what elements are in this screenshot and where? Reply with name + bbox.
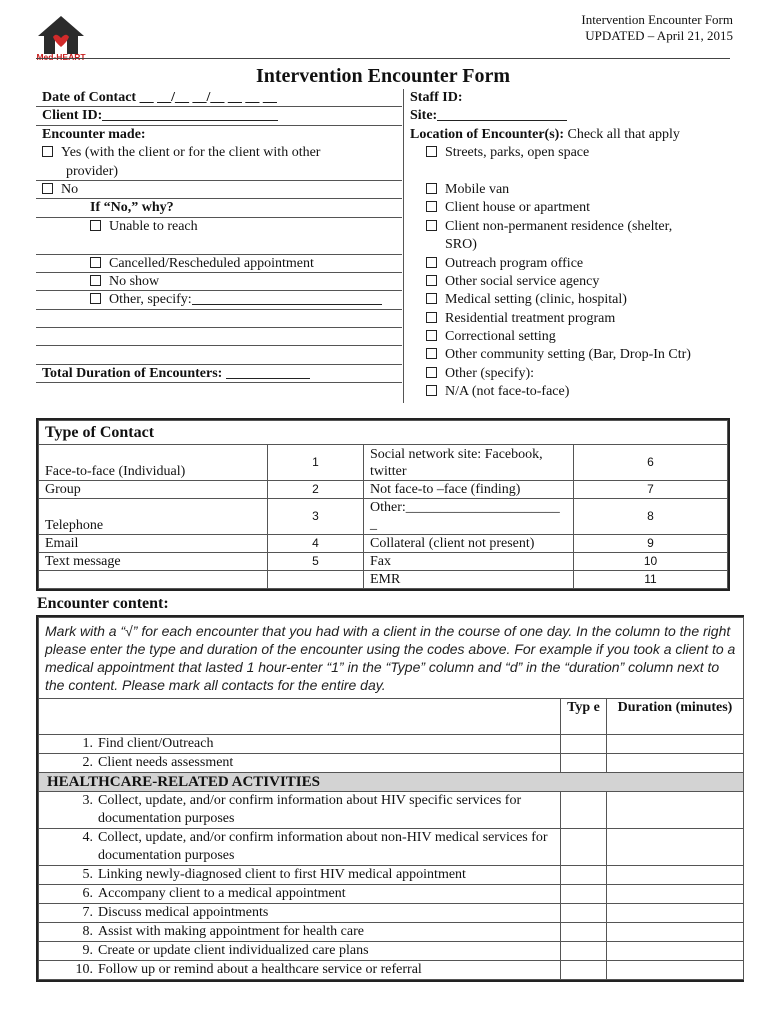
type-cell[interactable] (561, 885, 607, 904)
no-checkbox[interactable] (42, 183, 53, 194)
location-label-cont: SRO) (445, 237, 477, 253)
item-text: Create or update client individualized care plans (98, 943, 369, 958)
contact-type: Group (39, 481, 268, 499)
encounter-no-option[interactable] (36, 181, 402, 199)
table-row (39, 942, 744, 961)
right-column (403, 89, 730, 403)
header-right (581, 12, 733, 44)
table-row (39, 735, 744, 754)
location-label: N/A (not face-to-face) (445, 384, 570, 400)
section-healthcare-title: HEALTHCARE-RELATED ACTIVITIES (39, 773, 744, 792)
table-row (39, 961, 744, 980)
duration-cell[interactable] (607, 904, 744, 923)
item-text: Assist with making appointment for health care (98, 924, 364, 939)
table-row (39, 923, 744, 942)
type-cell[interactable] (561, 792, 607, 829)
header-form-name: Intervention Encounter Form (581, 12, 733, 27)
checkbox[interactable] (426, 257, 437, 268)
med-heart-logo (32, 14, 90, 64)
location-heading (404, 126, 730, 144)
location-label: Client house or apartment (445, 200, 591, 216)
activity-item (39, 961, 561, 980)
checkbox[interactable] (426, 330, 437, 341)
type-cell[interactable] (561, 923, 607, 942)
no-label: No (61, 181, 79, 197)
duration-cell[interactable] (607, 923, 744, 942)
location-label: Other social service agency (445, 273, 600, 289)
item-text: Find client/Outreach (98, 736, 214, 751)
type-cell[interactable] (561, 829, 607, 866)
duration-cell[interactable] (607, 961, 744, 980)
total-duration-label: Total Duration of Encounters: (42, 365, 223, 381)
reason-label: Unable to reach (109, 218, 198, 234)
item-number: 8. (82, 924, 93, 939)
duration-cell[interactable] (607, 885, 744, 904)
other-reason-blank[interactable] (192, 291, 382, 305)
checkbox[interactable] (426, 146, 437, 157)
site-label: Site: (410, 108, 438, 124)
location-option[interactable] (404, 383, 730, 401)
contact-code: 2 (268, 481, 364, 499)
contact-type: Fax (364, 553, 574, 571)
contact-type: Face-to-face (Individual) (39, 445, 268, 481)
item-number: 2. (82, 755, 93, 770)
item-text: Linking newly-diagnosed client to first HIV medical appointment (98, 867, 466, 882)
table-row (39, 754, 744, 773)
activity-item (39, 866, 561, 885)
type-cell[interactable] (561, 904, 607, 923)
encounter-content-table (36, 615, 744, 982)
spacer-row (36, 346, 402, 364)
item-number: 4. (82, 830, 93, 845)
table-row (39, 571, 728, 589)
item-number: 10. (75, 962, 93, 977)
location-option[interactable] (404, 346, 730, 364)
contact-code: 6 (574, 445, 728, 481)
checkbox[interactable] (426, 275, 437, 286)
location-option[interactable] (404, 144, 730, 162)
checkbox[interactable] (90, 220, 101, 231)
yes-label: Yes (with the client or for the client with other (61, 145, 321, 161)
if-no-why-label: If “No,” why? (36, 199, 402, 217)
activity-item (39, 754, 561, 773)
contact-type: Telephone (39, 499, 268, 535)
duration-cell[interactable] (607, 942, 744, 961)
encounter-info-section (36, 58, 730, 402)
contact-code: 4 (268, 535, 364, 553)
checkbox[interactable] (90, 293, 101, 304)
reason-label: Other, specify: (109, 292, 192, 308)
activity-item (39, 923, 561, 942)
contact-type: Text message (39, 553, 268, 571)
duration-cell[interactable] (607, 866, 744, 885)
contact-type: Social network site: Facebook, twitter (364, 445, 574, 481)
location-option[interactable] (404, 365, 730, 383)
spacer-row (404, 163, 730, 181)
contact-code: 11 (574, 571, 728, 589)
contact-type: Email (39, 535, 268, 553)
checkbox[interactable] (426, 220, 437, 231)
reason-label: Cancelled/Rescheduled appointment (109, 255, 314, 271)
item-text: Discuss medical appointments (98, 905, 269, 920)
table-row (39, 866, 744, 885)
location-option[interactable] (404, 310, 730, 328)
location-label: Correctional setting (445, 329, 556, 345)
activity-item (39, 904, 561, 923)
location-label: Outreach program office (445, 255, 584, 271)
location-option[interactable] (404, 218, 730, 236)
item-number: 3. (82, 793, 93, 808)
duration-cell[interactable] (607, 792, 744, 829)
checkbox[interactable] (90, 275, 101, 286)
spacer-row (36, 236, 402, 254)
table-row (39, 885, 744, 904)
activity-item (39, 885, 561, 904)
contact-type: Collateral (client not present) (364, 535, 574, 553)
activity-item (39, 735, 561, 754)
location-option[interactable] (404, 199, 730, 217)
type-column-header: Typ e (561, 699, 607, 735)
table-row (39, 553, 728, 571)
reason-unable-to-reach[interactable] (36, 218, 402, 236)
location-hint: Check all that apply (567, 126, 680, 142)
location-option[interactable] (404, 291, 730, 309)
contact-type: EMR (364, 571, 574, 589)
client-id-blank[interactable] (102, 107, 278, 121)
yes-checkbox[interactable] (42, 146, 53, 157)
duration-column-header: Duration (minutes) (607, 699, 744, 735)
client-id-field[interactable] (36, 107, 402, 125)
reason-other[interactable] (36, 291, 402, 309)
contact-type (39, 571, 268, 589)
checkbox[interactable] (426, 293, 437, 304)
item-number: 5. (82, 867, 93, 882)
spacer-row (36, 310, 402, 328)
type-cell[interactable] (561, 961, 607, 980)
total-duration-blank[interactable] (226, 365, 310, 379)
spacer-row (36, 328, 402, 346)
client-id-label: Client ID: (42, 108, 103, 124)
logo-text: Med-HEART (36, 52, 86, 62)
item-number: 7. (82, 905, 93, 920)
checkbox[interactable] (426, 348, 437, 359)
type-of-contact-table (36, 418, 730, 591)
location-label: Mobile van (445, 181, 510, 197)
contact-code: 9 (574, 535, 728, 553)
total-duration-field[interactable] (36, 365, 402, 383)
section-header-row (39, 773, 744, 792)
item-text: Follow up or remind about a healthcare service or referral (98, 962, 422, 977)
activity-item (39, 829, 561, 866)
table-row (39, 829, 744, 866)
table-row (39, 535, 728, 553)
item-number: 9. (82, 943, 93, 958)
location-label: Residential treatment program (445, 310, 616, 326)
item-text: Collect, update, and/or confirm information about HIV specific services for documentation purposes (98, 793, 522, 826)
checkbox[interactable] (426, 312, 437, 323)
contact-code: 10 (574, 553, 728, 571)
item-text: Collect, update, and/or confirm information about non-HIV medical services for documentation purposes (98, 830, 548, 863)
header-updated-date: UPDATED – April 21, 2015 (585, 28, 733, 43)
checkbox[interactable] (426, 201, 437, 212)
duration-cell[interactable] (607, 735, 744, 754)
date-of-contact-field[interactable]: Date of Contact __ __/__ __/__ __ __ __ (36, 89, 402, 107)
type-cell[interactable] (561, 942, 607, 961)
item-text: Client needs assessment (98, 755, 234, 770)
reason-label: No show (109, 273, 160, 289)
location-option[interactable] (404, 255, 730, 273)
checkbox[interactable] (426, 385, 437, 396)
location-label: Streets, parks, open space (445, 145, 590, 161)
type-cell[interactable] (561, 866, 607, 885)
type-cell[interactable] (561, 735, 607, 754)
table-row (39, 792, 744, 829)
contact-type: Other:______________________ _ (364, 499, 574, 535)
location-option[interactable] (404, 273, 730, 291)
table-row (39, 481, 728, 499)
location-label: Client non-permanent residence (shelter, (445, 218, 673, 234)
item-number: 6. (82, 886, 93, 901)
site-blank[interactable] (437, 107, 567, 121)
location-label: Location of Encounter(s): (410, 126, 564, 142)
contact-code: 5 (268, 553, 364, 571)
table-row (39, 904, 744, 923)
checkbox[interactable] (426, 367, 437, 378)
header-blank (39, 699, 561, 735)
type-of-contact-title: Type of Contact (39, 421, 728, 445)
table-row (39, 445, 728, 481)
location-label: Other community setting (Bar, Drop-In Ctr) (445, 347, 691, 363)
instructions: Mark with a “√” for each encounter that you had with a client in the course of one day. In the column to the right please enter the type and duration of the encounter using the codes above. For example if you took a client to a medical appointment that lasted 1 hour-enter “1” in the “Type” column and “d” in the “duration” column next to the content. Please mark all contacts for the entire day. (39, 618, 744, 699)
table-row (39, 499, 728, 535)
checkbox[interactable] (426, 183, 437, 194)
contact-code: 1 (268, 445, 364, 481)
location-option[interactable] (404, 328, 730, 346)
activity-item (39, 942, 561, 961)
staff-id-field[interactable]: Staff ID: (410, 90, 463, 105)
left-column (36, 89, 402, 383)
checkbox[interactable] (90, 257, 101, 268)
site-field[interactable] (404, 107, 730, 125)
encounter-made-label: Encounter made: (42, 126, 146, 142)
type-cell[interactable] (561, 754, 607, 773)
duration-cell[interactable] (607, 829, 744, 866)
table-header-row (39, 699, 744, 735)
location-option[interactable] (404, 181, 730, 199)
location-label: Other (specify): (445, 365, 535, 381)
duration-cell[interactable] (607, 754, 744, 773)
encounter-content-title: Encounter content: (37, 595, 169, 612)
reason-no-show[interactable] (36, 273, 402, 291)
contact-code (268, 571, 364, 589)
form-title: Intervention Encounter Form (255, 65, 511, 87)
activity-item (39, 792, 561, 829)
item-number: 1. (82, 736, 93, 751)
contact-code: 7 (574, 481, 728, 499)
location-label: Medical setting (clinic, hospital) (445, 292, 627, 308)
contact-code: 3 (268, 499, 364, 535)
contact-code: 8 (574, 499, 728, 535)
yes-label-cont: provider) (36, 163, 402, 181)
item-text: Accompany client to a medical appointment (98, 886, 346, 901)
reason-cancelled[interactable] (36, 255, 402, 273)
contact-type: Not face-to –face (finding) (364, 481, 574, 499)
encounter-yes-option[interactable] (36, 144, 402, 162)
